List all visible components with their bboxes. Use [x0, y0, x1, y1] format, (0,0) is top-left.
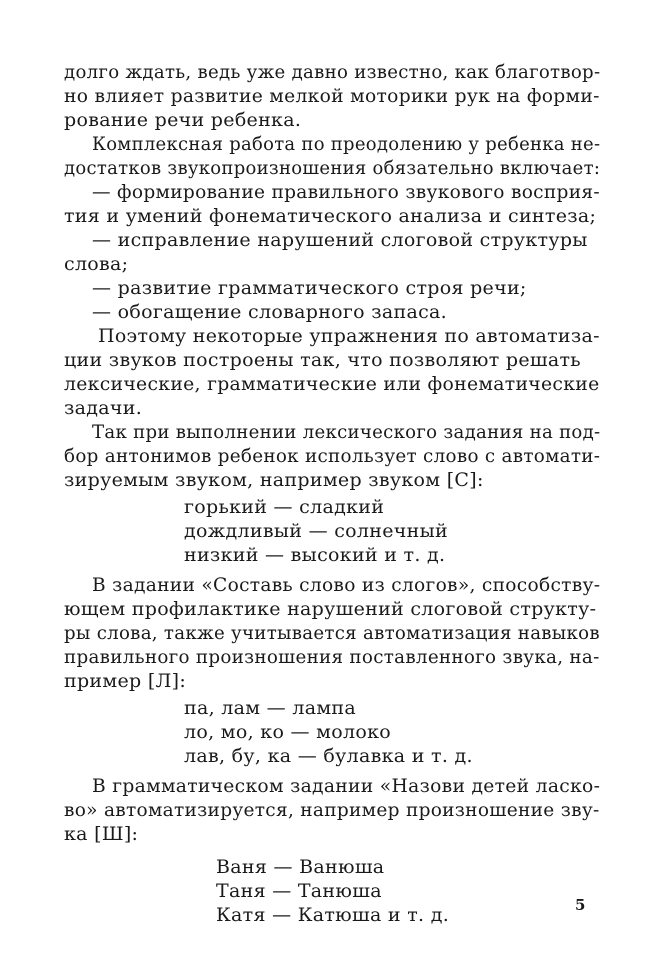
list-item-line: — обогащение словарного запаса.: [92, 301, 448, 323]
list-item-line: — исправление нарушений слоговой структуры: [92, 229, 588, 251]
text-line: правильного произношения поставленного звука, на-: [64, 646, 600, 668]
example-line: Ваня — Ванюша: [216, 856, 385, 878]
text-line: ции звуков построены так, что позволяют решать: [64, 349, 581, 371]
example-line: низкий — высокий и т. д.: [184, 544, 446, 566]
list-item-line: тия и умений фонематического анализа и синтеза;: [64, 205, 597, 227]
list-item-line: — развитие грамматического строя речи;: [92, 277, 527, 299]
text-line: лексические, грамматические или фонематические: [64, 373, 600, 395]
text-line: ка [Ш]:: [64, 823, 139, 845]
example-line: дождливый — солнечный: [184, 520, 448, 542]
text-line: но влияет развитие мелкой моторики рук на форми-: [64, 85, 600, 107]
example-line: горький — сладкий: [184, 496, 385, 518]
text-line: пример [Л]:: [64, 670, 187, 692]
example-line: па, лам — лампа: [184, 697, 356, 719]
list-item-line: — формирование правильного звукового восприя-: [92, 181, 600, 203]
example-line: Таня — Танюша: [216, 880, 382, 902]
example-line: ло, мо, ко — молоко: [184, 721, 392, 743]
example-line: лав, бу, ка — булавка и т. д.: [184, 745, 473, 767]
text-line: бор антонимов ребенок использует слово с автомати-: [64, 445, 601, 467]
text-line: во» автоматизируется, например произношение зву-: [64, 799, 600, 821]
text-line: задачи.: [64, 397, 143, 419]
list-item-line: слова;: [64, 253, 129, 275]
text-line: В грамматическом задании «Назови детей ласко-: [92, 775, 601, 797]
text-line: В задании «Составь слово из слогов», способству-: [92, 574, 601, 596]
page-number: 5: [575, 896, 586, 914]
example-line: Катя — Катюша и т. д.: [216, 904, 450, 926]
text-line: долго ждать, ведь уже давно известно, как благотвор-: [64, 61, 601, 83]
text-line: достатков звукопроизношения обязательно включает:: [64, 157, 601, 179]
text-line: Поэтому некоторые упражнения по автоматиза-: [98, 325, 600, 347]
text-line: ющем профилактике нарушений слоговой структу-: [64, 598, 597, 620]
text-line: ры слова, также учитывается автоматизация навыков: [64, 622, 600, 644]
text-line: Так при выполнении лексического задания на под-: [92, 421, 601, 443]
text-line: зируемым звуком, например звуком [С]:: [64, 469, 484, 491]
text-line: рование речи ребенка.: [64, 109, 302, 131]
text-line: Комплексная работа по преодолению у ребенка не-: [92, 133, 601, 155]
